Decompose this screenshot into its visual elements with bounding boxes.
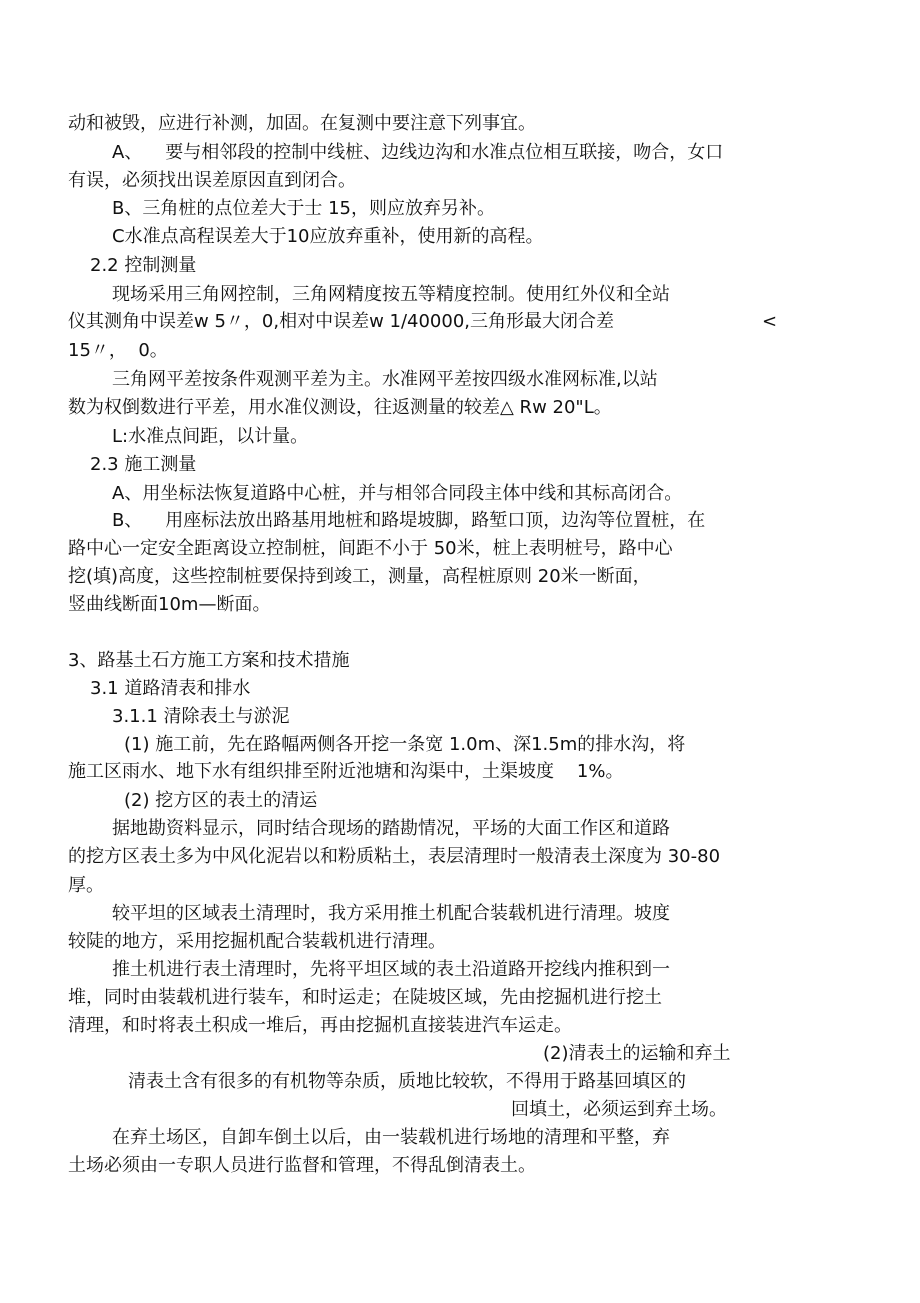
text-line: 推土机进行表土清理时，先将平坦区域的表土沿道路开挖线内推积到一: [112, 959, 670, 980]
text-line: 仪其测角中误差w 5〃，0,相对中误差w 1/40000,三角形最大闭合差: [68, 311, 615, 332]
text-line: (1) 施工前，先在路幅两侧各开挖一条宽 1.0m、深1.5m的排水沟，将: [124, 734, 686, 755]
subsection-heading: 3.1.1 清除表土与淤泥: [112, 706, 290, 727]
text-line: 较平坦的区域表土清理时，我方采用推土机配合装载机进行清理。坡度: [112, 903, 670, 924]
text-line: 挖(填)高度，这些控制桩要保持到竣工，测量，高程桩原则 20米一断面，: [68, 566, 651, 587]
text-line: C水准点高程误差大于10应放弃重补，使用新的高程。: [112, 226, 544, 247]
text-line: (2)清表土的运输和弃土: [543, 1043, 731, 1064]
text-line: 厚。: [68, 875, 104, 896]
text-line: 清表土含有很多的有机物等杂质，质地比较软，不得用于路基回填区的: [128, 1071, 686, 1092]
text-line: 据地勘资料显示，同时结合现场的踏勘情况，平场的大面工作区和道路: [112, 818, 670, 839]
text-line: 有误，必须找出误差原因直到闭合。: [68, 170, 356, 191]
text-line: 较陡的地方，采用挖掘机配合装载机进行清理。: [68, 931, 446, 952]
text-line: A、用坐标法恢复道路中心桩，并与相邻合同段主体中线和其标高闭合。: [112, 483, 683, 504]
text-line: 竖曲线断面10m—断面。: [68, 594, 271, 615]
text-line: 15〃， 0。: [68, 340, 168, 361]
chapter-heading: 3、路基土石方施工方案和技术措施: [68, 650, 350, 671]
text-line: 数为权倒数进行平差，用水准仪测设，往返测量的较差△ Rw 20"L。: [68, 397, 612, 418]
text-line: A、 要与相邻段的控制中线桩、边线边沟和水准点位相互联接，吻合，女口: [112, 142, 724, 163]
text-line: 动和被毁，应进行补测，加固。在复测中要注意下列事宜。: [68, 113, 536, 134]
text-line: 回填土，必须运到弃土场。: [511, 1099, 727, 1120]
text-line: L:水准点间距，以计量。: [112, 426, 309, 447]
text-line: 路中心一定安全距离设立控制桩，间距不小于 50米，桩上表明桩号，路中心: [68, 538, 673, 559]
section-heading: 3.1 道路清表和排水: [90, 678, 251, 699]
text-line: (2) 挖方区的表土的清运: [124, 790, 318, 811]
text-line: 土场必须由一专职人员进行监督和管理，不得乱倒清表土。: [68, 1155, 536, 1176]
text-line: B、 用座标法放出路基用地桩和路堤坡脚，路堑口顶，边沟等位置桩，在: [112, 510, 706, 531]
text-line: 施工区雨水、地下水有组织排至附近池塘和沟渠中，土渠坡度 1%。: [68, 761, 624, 782]
text-line: B、三角桩的点位差大于士 15，则应放弃另补。: [112, 198, 495, 219]
text-line: 的挖方区表土多为中风化泥岩以和粉质粘土，表层清理时一般清表土深度为 30-80: [68, 846, 721, 867]
section-heading: 2.2 控制测量: [90, 255, 197, 276]
text-line: <: [762, 311, 778, 332]
text-line: 现场采用三角网控制，三角网精度按五等精度控制。使用红外仪和全站: [112, 284, 670, 305]
section-heading: 2.3 施工测量: [90, 454, 197, 475]
text-line: 堆，同时由装载机进行装车，和时运走；在陡坡区域，先由挖掘机进行挖土: [68, 987, 662, 1008]
text-line: 三角网平差按条件观测平差为主。水准网平差按四级水准网标准,以站: [112, 369, 658, 390]
text-line: 清理，和时将表土积成一堆后，再由挖掘机直接装进汽车运走。: [68, 1015, 572, 1036]
text-line: 在弃土场区，自卸车倒土以后，由一装载机进行场地的清理和平整，弃: [112, 1127, 670, 1148]
